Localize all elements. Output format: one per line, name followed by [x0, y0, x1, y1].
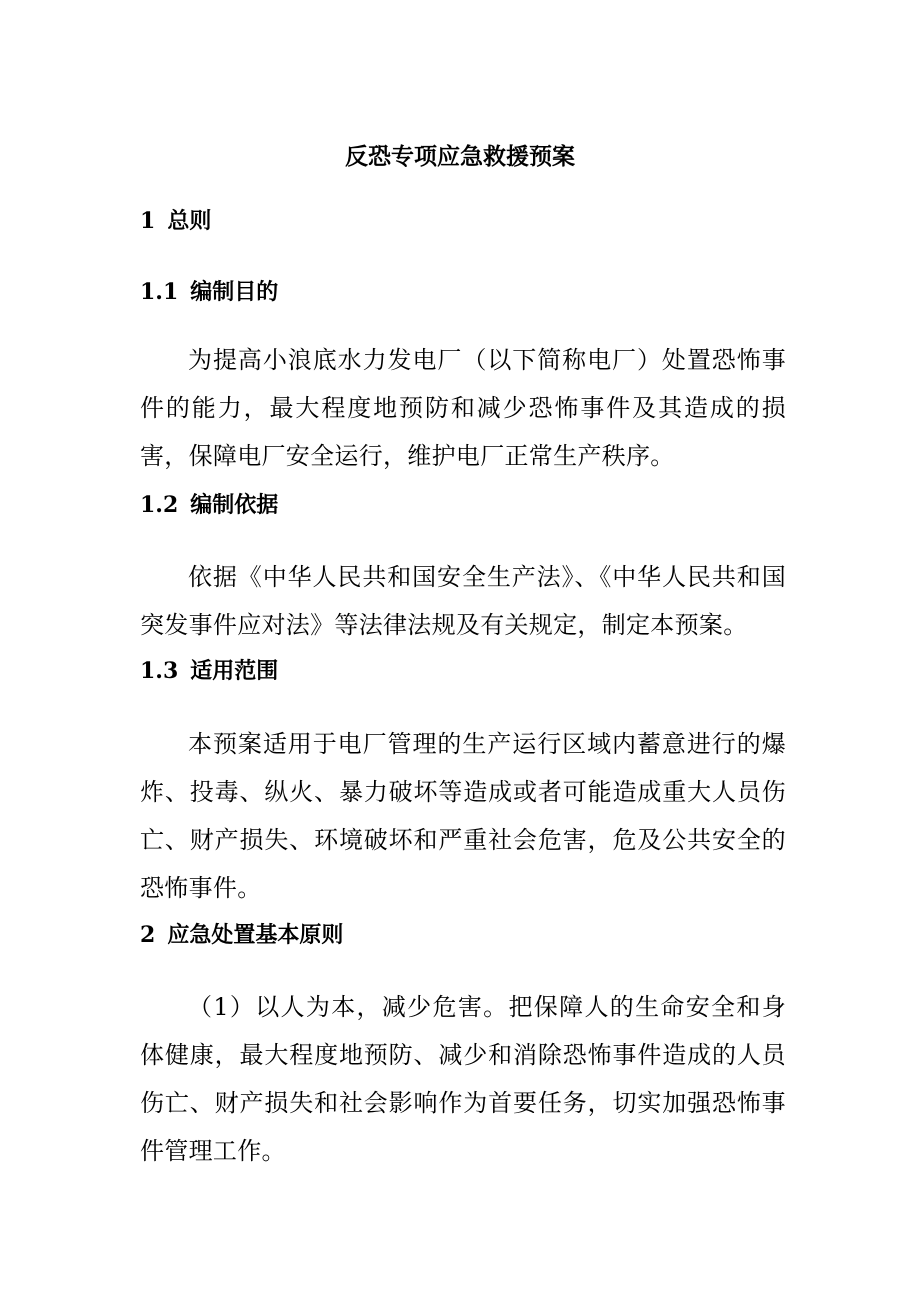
section-title: 编制依据: [190, 492, 279, 518]
section-heading-1-2: [140, 488, 278, 522]
section-heading-1: [140, 204, 211, 238]
section-title: 编制目的: [190, 279, 279, 305]
document-title: 反恐专项应急救援预案: [345, 143, 575, 170]
section-number: 2: [140, 922, 156, 948]
paragraph-scope: 本预案适用于电厂管理的生产运行区域内蓄意进行的爆炸、投毒、纵火、暴力破坏等造成或者可能造成重大人员伤亡、财产损失、环境破坏和严重社会危害，危及公共安全的恐怖事件。: [140, 730, 786, 902]
section-heading-1-1: [140, 275, 278, 309]
paragraph-basis: 依据《中华人民共和国安全生产法》、《中华人民共和国突发事件应对法》等法律法规及有关规定，制定本预案。: [140, 563, 786, 639]
paragraph-purpose: 为提高小浪底水力发电厂（以下简称电厂）处置恐怖事件的能力，最大程度地预防和减少恐怖事件及其造成的损害，保障电厂安全运行，维护电厂正常生产秩序。: [140, 346, 786, 470]
section-title: 总则: [167, 208, 212, 234]
section-number: 1.2: [140, 492, 179, 518]
section-heading-1-3: [140, 654, 278, 688]
section-number: 1.3: [140, 658, 179, 684]
section-number: 1: [140, 208, 156, 234]
section-title: 适用范围: [190, 658, 279, 684]
section-number: 1.1: [140, 279, 179, 305]
paragraph-principle-1: （1）以人为本，减少危害。把保障人的生命安全和身体健康，最大程度地预防、减少和消除恐怖事件造成的人员伤亡、财产损失和社会影响作为首要任务，切实加强恐怖事件管理工作。: [140, 993, 786, 1165]
section-title: 应急处置基本原则: [167, 922, 344, 948]
section-heading-2: [140, 918, 343, 952]
